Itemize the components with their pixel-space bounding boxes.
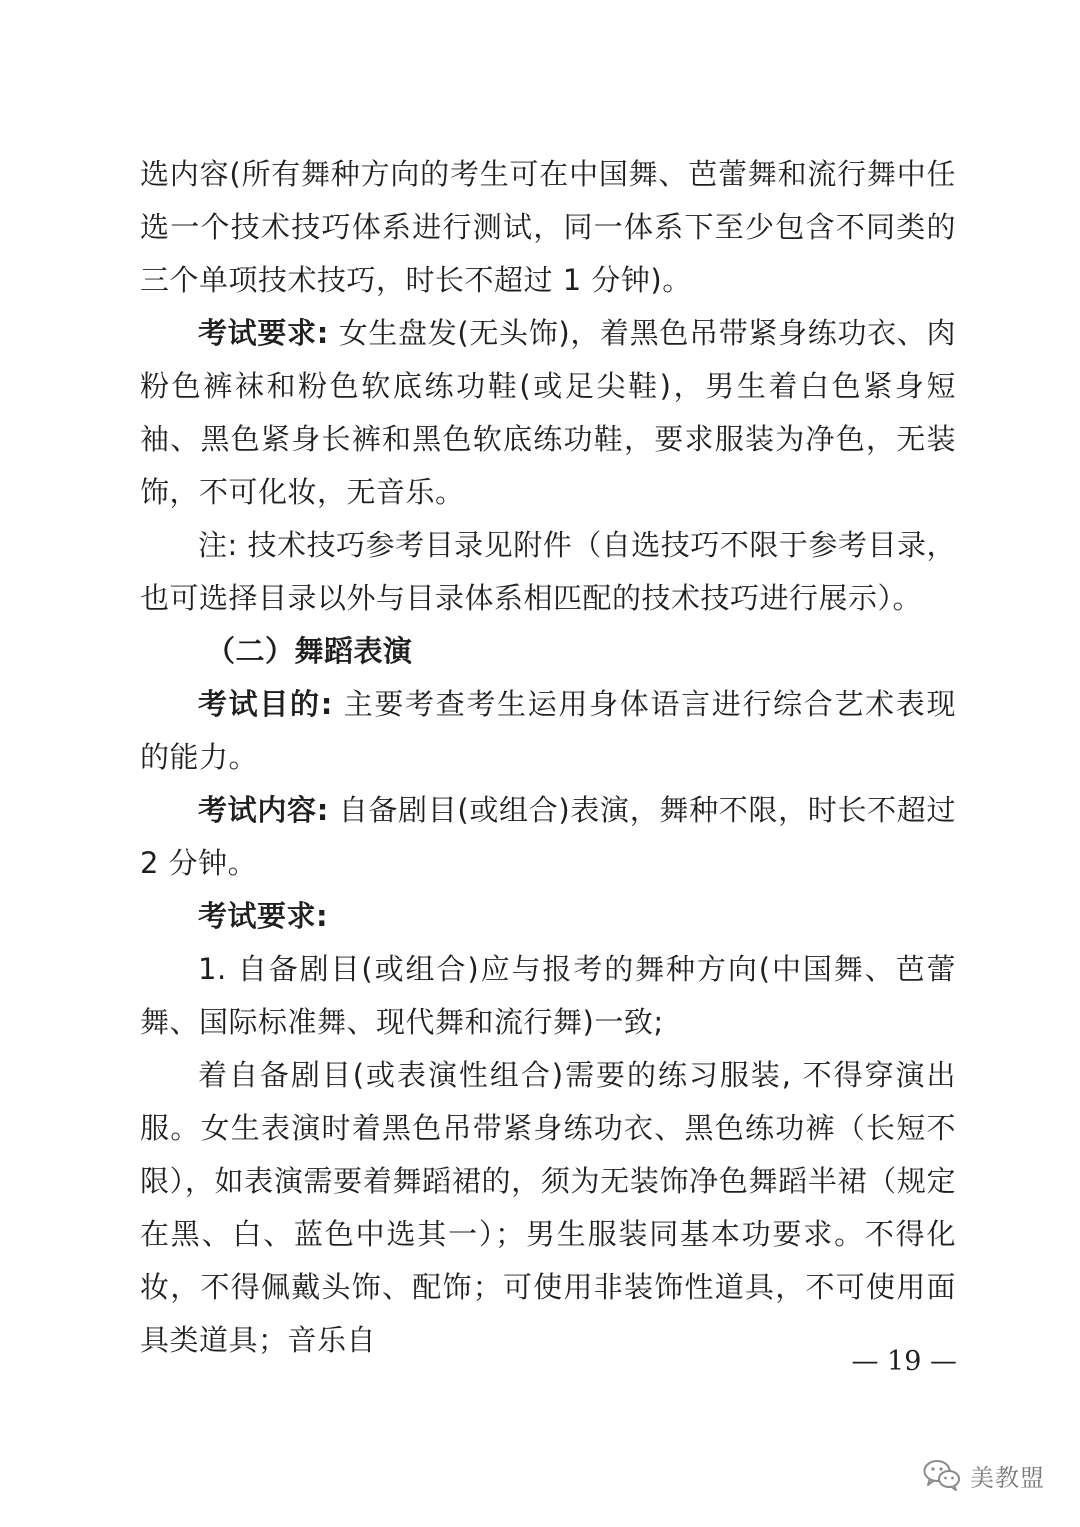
watermark	[922, 1455, 1045, 1495]
label-exam-requirements-performance: 考试要求:	[198, 899, 329, 933]
label-exam-requirements: 考试要求:	[198, 316, 329, 350]
paragraph-exam-requirements-basic	[140, 307, 956, 519]
text-exam-requirements: 女生盘发(无头饰)，着黑色吊带紧身练功衣、肉粉色裤袜和粉色软底练功鞋(或足尖鞋)，男生着白色紧身短袖、黑色紧身长裤和黑色软底练功鞋，要求服装为净色，无装饰，不可化妆，无音乐。	[140, 316, 956, 509]
wechat-icon	[922, 1458, 962, 1492]
paragraph-exam-requirements-performance	[140, 890, 956, 943]
watermark-text: 美教盟	[970, 1463, 1045, 1492]
label-exam-content: 考试内容:	[198, 793, 329, 827]
text-exam-content: 自备剧目(或组合)表演，舞种不限，时长不超过 2 分钟。	[140, 793, 956, 880]
paragraph-note: 注: 技术技巧参考目录见附件（自选技巧不限于参考目录，也可选择目录以外与目录体系相匹配的技术技巧进行展示）。	[140, 528, 956, 615]
paragraph-continuation: 选内容(所有舞种方向的考生可在中国舞、芭蕾舞和流行舞中任选一个技术技巧体系进行测试，同一体系下至少包含不同类的三个单项技术技巧，时长不超过 1 分钟)。	[140, 157, 956, 297]
page-number: — 19 —	[851, 1346, 957, 1377]
document-body	[140, 148, 956, 1367]
paragraph-costume-requirements: 着自备剧目(或表演性组合)需要的练习服装, 不得穿演出服。女生表演时着黑色吊带紧身练功衣、黑色练功裤（长短不限），如表演需要着舞蹈裙的，须为无装饰净色舞蹈半裙（规定在黑、白、蓝色中选其一）；男生服装同基本功要求。不得化妆，不得佩戴头饰、配饰；可使用非装饰性道具，不可使用面具类道具；音乐自	[140, 1058, 956, 1357]
paragraph-exam-purpose	[140, 678, 956, 784]
section-heading-dance-performance: （二）舞蹈表演	[206, 634, 413, 668]
paragraph-exam-content	[140, 784, 956, 890]
paragraph-requirement-1: 1. 自备剧目(或组合)应与报考的舞种方向(中国舞、芭蕾舞、国际标准舞、现代舞和流行舞)一致;	[140, 952, 956, 1039]
text-exam-purpose: 主要考查考生运用身体语言进行综合艺术表现的能力。	[140, 687, 956, 774]
label-exam-purpose: 考试目的:	[198, 687, 333, 721]
